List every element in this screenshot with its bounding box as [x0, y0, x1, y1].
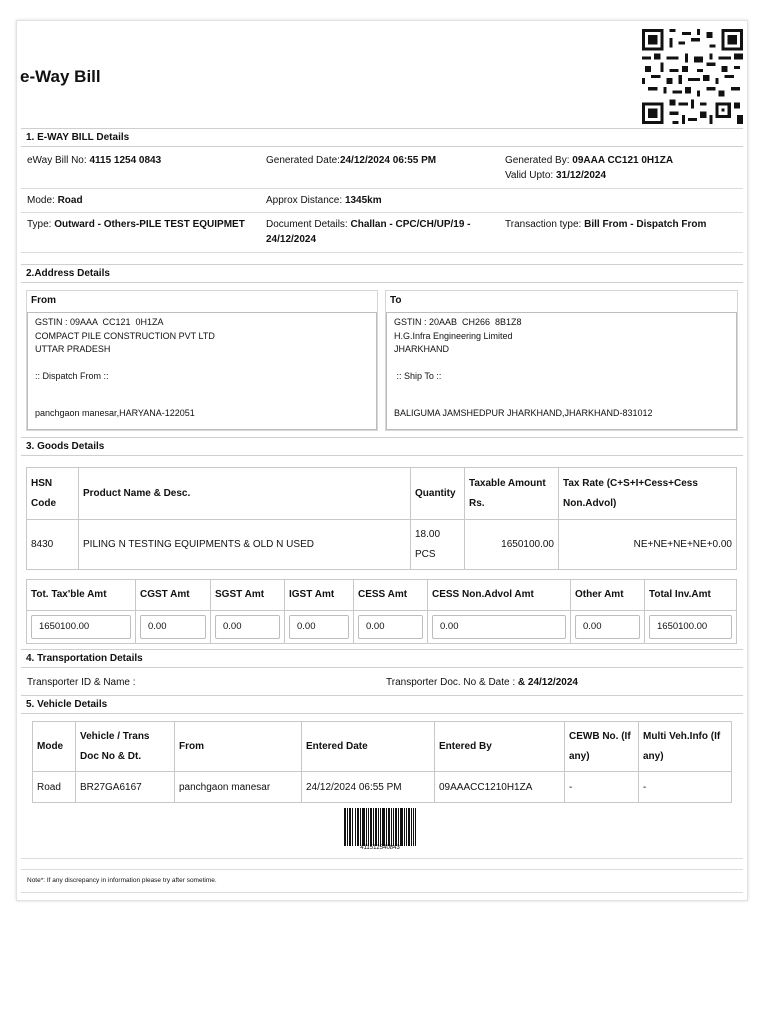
other-value: 0.00	[575, 615, 640, 639]
goods-hsn: 8430	[27, 520, 79, 570]
totals-header-other: Other Amt	[571, 580, 645, 611]
valid-upto: Valid Upto: 31/12/2024	[505, 170, 607, 181]
transporter-id: Transporter ID & Name :	[27, 677, 136, 688]
goods-header-taxable: Taxable Amount Rs.	[465, 468, 559, 520]
vehicle-header-entered-by: Entered By	[435, 722, 565, 772]
goods-header-product: Product Name & Desc.	[79, 468, 411, 520]
section-goods-header: 3. Goods Details	[21, 437, 743, 456]
to-address-text: GSTIN : 20AAB CH266 8B1Z8 H.G.Infra Engineering Limited JHARKHAND :: Ship To ::	[394, 317, 522, 381]
generated-date: Generated Date:24/12/2024 06:55 PM	[266, 155, 437, 166]
transporter-doc: Transporter Doc. No & Date : & 24/12/2024	[386, 677, 578, 688]
cess-nonadvol-value: 0.00	[432, 615, 566, 639]
section-address-header: 2.Address Details	[21, 264, 743, 283]
footer-note: Note*: If any discrepancy in information please try after sometime.	[27, 877, 217, 884]
vehicle-header-from: From	[175, 722, 302, 772]
transaction-type: Transaction type: Bill From - Dispatch From	[505, 219, 707, 230]
to-ship-address: BALIGUMA JAMSHEDPUR JHARKHAND,JHARKHAND-831012	[394, 408, 653, 418]
goods-header-rate: Tax Rate (C+S+I+Cess+Cess Non.Advol)	[559, 468, 737, 520]
section-eway-details-header: 1. E-WAY BILL Details	[21, 128, 743, 147]
vehicle-header-multi: Multi Veh.Info (If any)	[639, 722, 732, 772]
goods-table	[26, 467, 737, 570]
vehicle-header-vehicle: Vehicle / Trans Doc No & Dt.	[76, 722, 175, 772]
vehicle-row	[33, 772, 732, 803]
totals-row	[27, 611, 737, 644]
page-title: e-Way Bill	[20, 67, 101, 86]
vehicle-header-entered-date: Entered Date	[302, 722, 435, 772]
totals-header-sgst: SGST Amt	[211, 580, 285, 611]
totals-header-cgst: CGST Amt	[136, 580, 211, 611]
section-transport-header: 4. Transportation Details	[21, 649, 743, 668]
totals-header-cess: CESS Amt	[354, 580, 428, 611]
goods-quantity: 18.00 PCS	[411, 520, 465, 570]
cgst-value: 0.00	[140, 615, 206, 639]
totals-header-taxable: Tot. Tax'ble Amt	[27, 580, 136, 611]
goods-header-quantity: Quantity	[411, 468, 465, 520]
barcode	[344, 808, 416, 846]
vehicle-mode: Road	[33, 772, 76, 803]
mode: Mode: Road	[27, 195, 83, 206]
sgst-value: 0.00	[215, 615, 280, 639]
vehicle-header-cewb: CEWB No. (If any)	[565, 722, 639, 772]
generated-by: Generated By: 09AAA CC121 0H1ZA	[505, 155, 674, 166]
barcode-number: 411512540843	[360, 845, 400, 851]
document-details: Document Details: Challan - CPC/CH/UP/19 - 24/12/2024	[266, 219, 471, 245]
goods-product: PILING N TESTING EQUIPMENTS & OLD N USED	[79, 520, 411, 570]
qr-code	[642, 29, 743, 124]
vehicle-number: BR27GA6167	[76, 772, 175, 803]
vehicle-entered-by: 09AAACC1210H1ZA	[435, 772, 565, 803]
totals-header-total: Total Inv.Amt	[645, 580, 737, 611]
eway-bill-no: eWay Bill No: 4115 1254 0843	[27, 155, 162, 166]
cess-value: 0.00	[358, 615, 423, 639]
totals-header-cess-nonadvol: CESS Non.Advol Amt	[428, 580, 571, 611]
section-vehicle-header: 5. Vehicle Details	[21, 695, 743, 714]
totals-header-igst: IGST Amt	[285, 580, 354, 611]
goods-taxable: 1650100.00	[465, 520, 559, 570]
from-title: From	[31, 295, 56, 306]
goods-rate: NE+NE+NE+NE+0.00	[559, 520, 737, 570]
total-taxable-value: 1650100.00	[31, 615, 131, 639]
vehicle-cewb: -	[565, 772, 639, 803]
from-dispatch-address: panchgaon manesar,HARYANA-122051	[35, 408, 195, 418]
from-address-text: GSTIN : 09AAA CC121 0H1ZA COMPACT PILE CONSTRUCTION PVT LTD UTTAR PRADESH :: Dispatch From ::	[35, 317, 215, 381]
total-invoice-value: 1650100.00	[649, 615, 732, 639]
vehicle-header-mode: Mode	[33, 722, 76, 772]
goods-header-hsn: HSN Code	[27, 468, 79, 520]
totals-table	[26, 579, 737, 644]
to-title: To	[390, 295, 402, 306]
vehicle-multi: -	[639, 772, 732, 803]
igst-value: 0.00	[289, 615, 349, 639]
approx-distance: Approx Distance: 1345km	[266, 195, 382, 206]
type: Type: Outward - Others-PILE TEST EQUIPMET	[27, 219, 245, 230]
vehicle-entered-date: 24/12/2024 06:55 PM	[302, 772, 435, 803]
vehicle-from: panchgaon manesar	[175, 772, 302, 803]
vehicle-table	[32, 721, 732, 803]
goods-row	[27, 520, 737, 570]
